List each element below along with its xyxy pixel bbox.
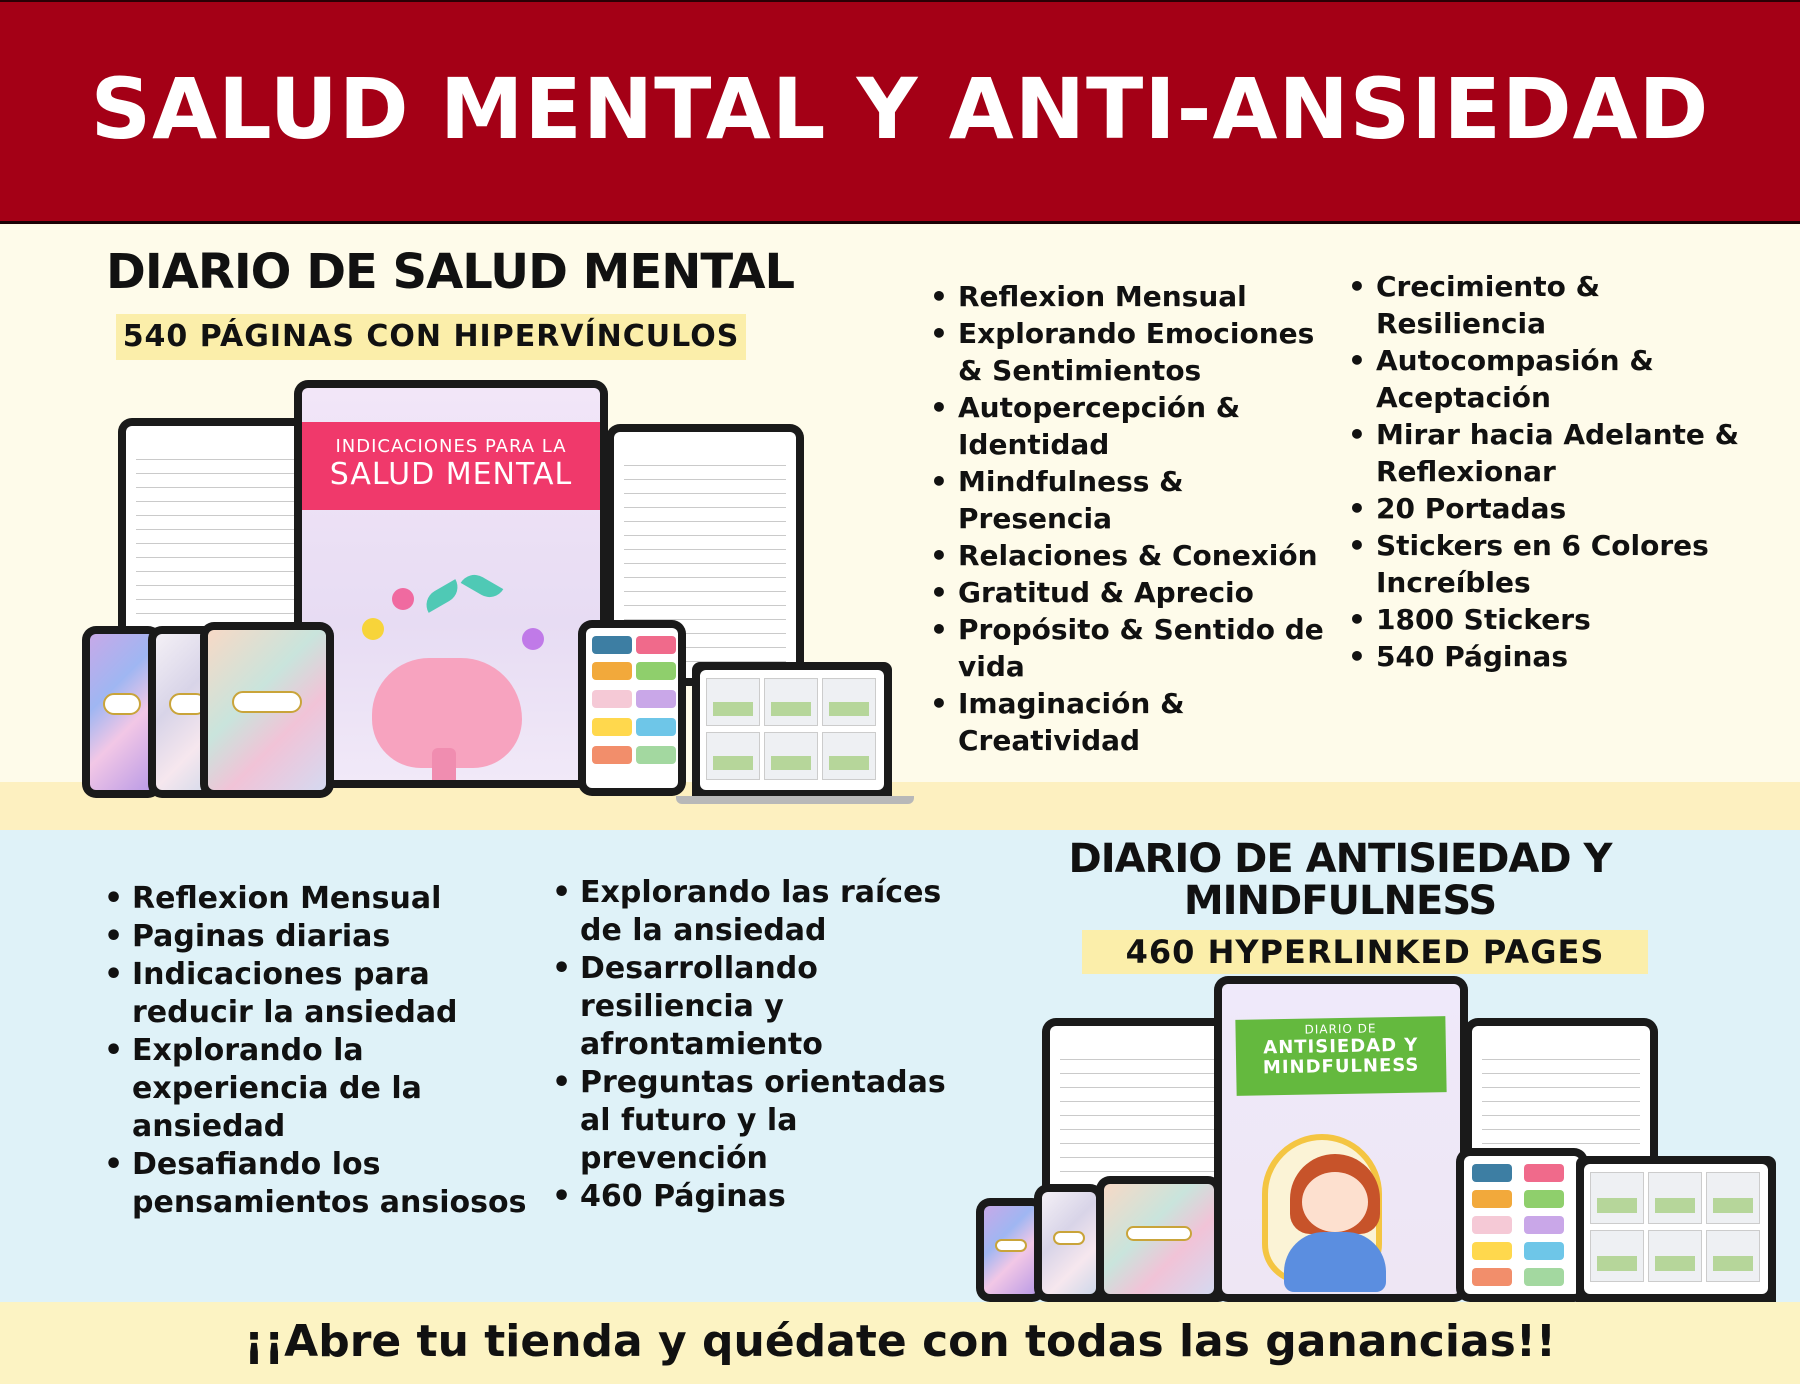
section1-subtitle: 540 PÁGINAS CON HIPERVÍNCULOS <box>116 314 746 360</box>
laptop-pages-image <box>700 670 884 790</box>
feature-item: • Autopercepción & Identidad <box>928 389 1328 463</box>
cover-line1: DIARIO DE <box>1304 1021 1377 1037</box>
sticker-tablet <box>1456 1148 1588 1302</box>
feature-item: • Indicaciones para reducir la ansiedad <box>102 956 532 1032</box>
feature-item: • Gratitud & Aprecio <box>928 574 1328 611</box>
section1-features-col1 <box>928 278 1328 759</box>
tablet-mockup-cover <box>294 380 608 788</box>
feature-item: • Reflexion Mensual <box>928 278 1328 315</box>
feature-item: • Desafiando los pensamientos ansiosos <box>102 1146 532 1222</box>
laptop-mockup <box>692 662 892 798</box>
feature-item: • Explorando la experiencia de la ansiedad <box>102 1032 532 1146</box>
laptop-pages-image <box>1584 1164 1768 1294</box>
header-banner <box>0 0 1800 224</box>
cover-banner <box>1235 1016 1446 1096</box>
section1-title: DIARIO DE SALUD MENTAL <box>106 244 795 300</box>
feature-item: • Autocompasión & Aceptación <box>1346 342 1766 416</box>
feature-item: • Crecimiento & Resiliencia <box>1346 268 1766 342</box>
footer-banner <box>0 1302 1800 1384</box>
cover-image <box>302 388 600 780</box>
section2-features-col2 <box>550 874 950 1216</box>
feature-item: • Reflexion Mensual <box>102 880 532 918</box>
cover-thumb <box>200 622 334 798</box>
feature-item: • 20 Portadas <box>1346 490 1766 527</box>
feature-item: • Mirar hacia Adelante & Reflexionar <box>1346 416 1766 490</box>
feature-item: • 540 Páginas <box>1346 638 1766 675</box>
girl-illustration <box>1302 1172 1368 1232</box>
cover-line1: INDICACIONES PARA LA <box>335 436 567 457</box>
laptop-mockup <box>1576 1156 1776 1302</box>
sticker-tablet <box>578 620 686 796</box>
feature-item: • 460 Páginas <box>550 1178 950 1216</box>
page-title: SALUD MENTAL Y ANTI-ANSIEDAD <box>90 60 1710 158</box>
section2-title: DIARIO DE ANTISIEDAD Y MINDFULNESS <box>1068 836 1612 924</box>
footer-text: ¡¡Abre tu tienda y quédate con todas las ganancias!! <box>244 1316 1556 1367</box>
cover-line2: ANTISIEDAD Y MINDFULNESS <box>1262 1034 1420 1079</box>
cover-thumb <box>1096 1176 1222 1302</box>
feature-item: • Stickers en 6 Colores Increíbles <box>1346 527 1766 601</box>
feature-item: • Explorando Emociones & Sentimientos <box>928 315 1328 389</box>
feature-item: • Desarrollando resiliencia y afrontamiento <box>550 950 950 1064</box>
cover-thumb <box>1034 1184 1104 1302</box>
section2-features-col1 <box>102 880 532 1222</box>
feature-item: • Mindfulness & Presencia <box>928 463 1328 537</box>
section1-features-col2 <box>1346 268 1766 675</box>
feature-item: • Imaginación & Creatividad <box>928 685 1328 759</box>
feature-item: • 1800 Stickers <box>1346 601 1766 638</box>
feature-item: • Explorando las raíces de la ansiedad <box>550 874 950 950</box>
cover-banner <box>302 422 600 510</box>
stickers-image <box>586 628 678 788</box>
stickers-image <box>1464 1156 1580 1294</box>
feature-item: • Paginas diarias <box>102 918 532 956</box>
tablet-mockup-cover <box>1214 976 1468 1302</box>
feature-item: • Propósito & Sentido de vida <box>928 611 1328 685</box>
feature-item: • Relaciones & Conexión <box>928 537 1328 574</box>
cover-image <box>1222 984 1460 1294</box>
cover-line2: SALUD MENTAL <box>329 457 573 492</box>
section2-subtitle: 460 HYPERLINKED PAGES <box>1082 930 1648 974</box>
feature-item: • Preguntas orientadas al futuro y la prevención <box>550 1064 950 1178</box>
